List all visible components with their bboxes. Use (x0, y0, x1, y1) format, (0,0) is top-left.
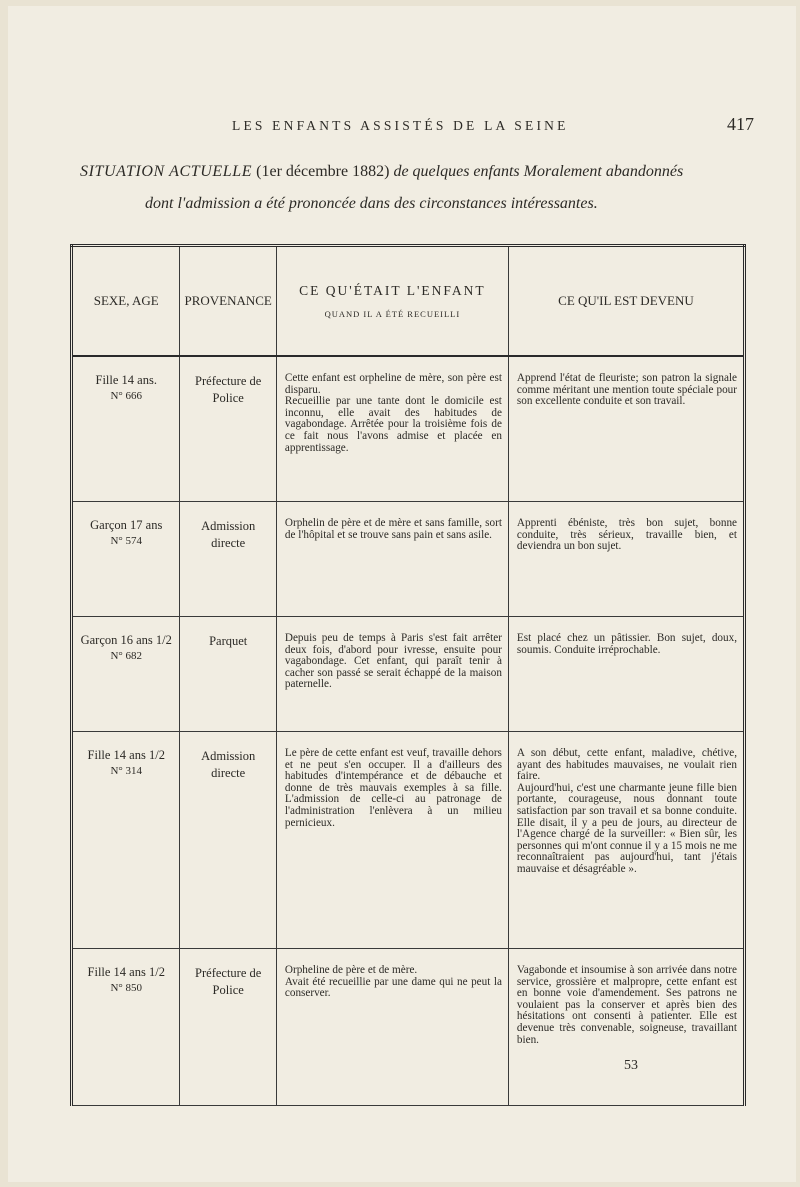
provenance-line-2: Police (212, 391, 244, 405)
provenance-line-1: Préfecture de (195, 966, 262, 980)
became-text: Vagabonde et insoumise à son arrivée dans notre service, grossière et malpropre, cette enfant est en bonne voie d'amendement. Ses patrons ne voulaient pas la conserver et après bien des hésitations ont consenti à patienter. Elle est devenue très convenable, soigneuse, travaillant bien. (516, 964, 737, 1046)
provenance-line-2: Police (212, 983, 244, 997)
cell-was (276, 356, 508, 502)
cell-provenance (180, 732, 276, 949)
cell-was (276, 502, 508, 617)
cell-was (276, 617, 508, 732)
register-table (70, 244, 746, 1106)
cell-sex-age (72, 617, 180, 732)
provenance-line-1: Préfecture de (195, 374, 262, 388)
record-number: N° 574 (110, 535, 143, 547)
sex-age-text: Garçon 16 ans 1/2 (80, 633, 172, 647)
table-row (72, 356, 745, 502)
header-provenance: PROVENANCE (180, 246, 276, 357)
cell-was (276, 949, 508, 1106)
was-text-2: Avait été recueillie par une dame qui ne peut la conserver. (284, 975, 502, 1000)
document-subtitle: dont l'admission a été prononcée dans des circonstances intéressantes. (145, 195, 598, 212)
table-row (72, 617, 745, 732)
provenance-line-1: Parquet (209, 634, 248, 648)
was-text-2: Recueillie par une tante dont le domicile est inconnu, elle avait des habitudes de vagabondage. Arrêtée pour la troisième fois de ce fait nous l'avons admise et placée en apprentissage. (284, 395, 502, 454)
cell-became (508, 949, 744, 1106)
was-text: Orpheline de père et de mère. (284, 964, 418, 976)
sex-age-text: Garçon 17 ans (90, 518, 163, 532)
table-row (72, 502, 745, 617)
table-header-row (72, 246, 745, 357)
provenance-line-2: directe (211, 766, 246, 780)
became-text: Apprend l'état de fleuriste; son patron la signale comme méritant une mention toute spéciale pour son excellente conduite et son travail. (516, 372, 737, 408)
was-text: Le père de cette enfant est veuf, travaille dehors et ne peut s'en occuper. Il a d'ailleurs des habitudes d'intempérance et de débauche et donne de très mauvais exemples à sa fille. L'admission de celle-ci au patronage de l'administration l'enlèvera à un milieu pernicieux. (284, 747, 502, 829)
record-number: N° 666 (110, 390, 143, 402)
header-was-main: CE QU'ÉTAIT L'ENFANT (299, 283, 486, 298)
title-part-2: (1er décembre 1882) (256, 163, 390, 180)
became-text-2: Aujourd'hui, c'est une charmante jeune fille bien portante, courageuse, nous donnant toute satisfaction par son travail et sa bonne conduite. Elle disait, il y a peu de jours, au directeur de l'Agence chargé de la surveiller: « Bien sûr, les personnes qui m'ont connue il y a 15 mois ne me reconnaîtraient pas aujourd'hui, tant j'étais mauvaise et désagréable ». (516, 781, 737, 875)
cell-provenance (180, 502, 276, 617)
cell-provenance (180, 356, 276, 502)
footer-page-number: 53 (624, 1058, 638, 1073)
cell-provenance (180, 617, 276, 732)
running-title: LES ENFANTS ASSISTÉS DE LA SEINE (232, 118, 569, 133)
became-text: Apprenti ébéniste, très bon sujet, bonne conduite, très sérieux, travaille bien, et deviendra un bon sujet. (516, 517, 737, 553)
became-text: Est placé chez un pâtissier. Bon sujet, doux, soumis. Conduite irréprochable. (516, 632, 737, 656)
record-number: N° 850 (110, 982, 143, 994)
sex-age-text: Fille 14 ans. (95, 373, 157, 387)
header-was-sub: QUAND IL A ÉTÉ RECUEILLI (324, 309, 461, 319)
cell-became (508, 617, 744, 732)
header-was (276, 246, 508, 357)
cell-sex-age (72, 732, 180, 949)
title-part-1: SITUATION ACTUELLE (80, 163, 253, 180)
sex-age-text: Fille 14 ans 1/2 (87, 748, 165, 762)
title-part-3: de quelques enfants Moralement abandonnés (393, 163, 684, 180)
table-row (72, 732, 745, 949)
record-number: N° 682 (110, 650, 143, 662)
was-text: Cette enfant est orpheline de mère, son père est disparu. (284, 372, 502, 396)
provenance-line-1: Admission (201, 519, 256, 533)
header-became: CE QU'IL EST DEVENU (508, 246, 744, 357)
was-text: Depuis peu de temps à Paris s'est fait arrêter deux fois, d'abord pour ivresse, ensuite pour vagabondage. Cet enfant, qui paraît tenir à cacher son passé se serait échappé de la maison paternelle. (284, 632, 502, 691)
cell-was (276, 732, 508, 949)
cell-sex-age (72, 356, 180, 502)
header-sex-age: SEXE, AGE (72, 246, 180, 357)
record-number: N° 314 (110, 765, 143, 777)
cell-sex-age (72, 949, 180, 1106)
cell-became (508, 356, 744, 502)
provenance-line-1: Admission (201, 749, 256, 763)
document-title (80, 163, 760, 181)
cell-sex-age (72, 502, 180, 617)
was-text: Orphelin de père et de mère et sans famille, sort de l'hôpital et se trouve sans pain et sans asile. (284, 517, 502, 541)
became-text: A son début, cette enfant, maladive, chétive, ayant des habitudes mauvaises, ne voulait rien faire. (516, 747, 737, 783)
cell-became (508, 732, 744, 949)
cell-provenance (180, 949, 276, 1106)
table-row (72, 949, 745, 1106)
provenance-line-2: directe (211, 536, 246, 550)
page-number: 417 (727, 114, 754, 134)
cell-became (508, 502, 744, 617)
sex-age-text: Fille 14 ans 1/2 (87, 965, 165, 979)
